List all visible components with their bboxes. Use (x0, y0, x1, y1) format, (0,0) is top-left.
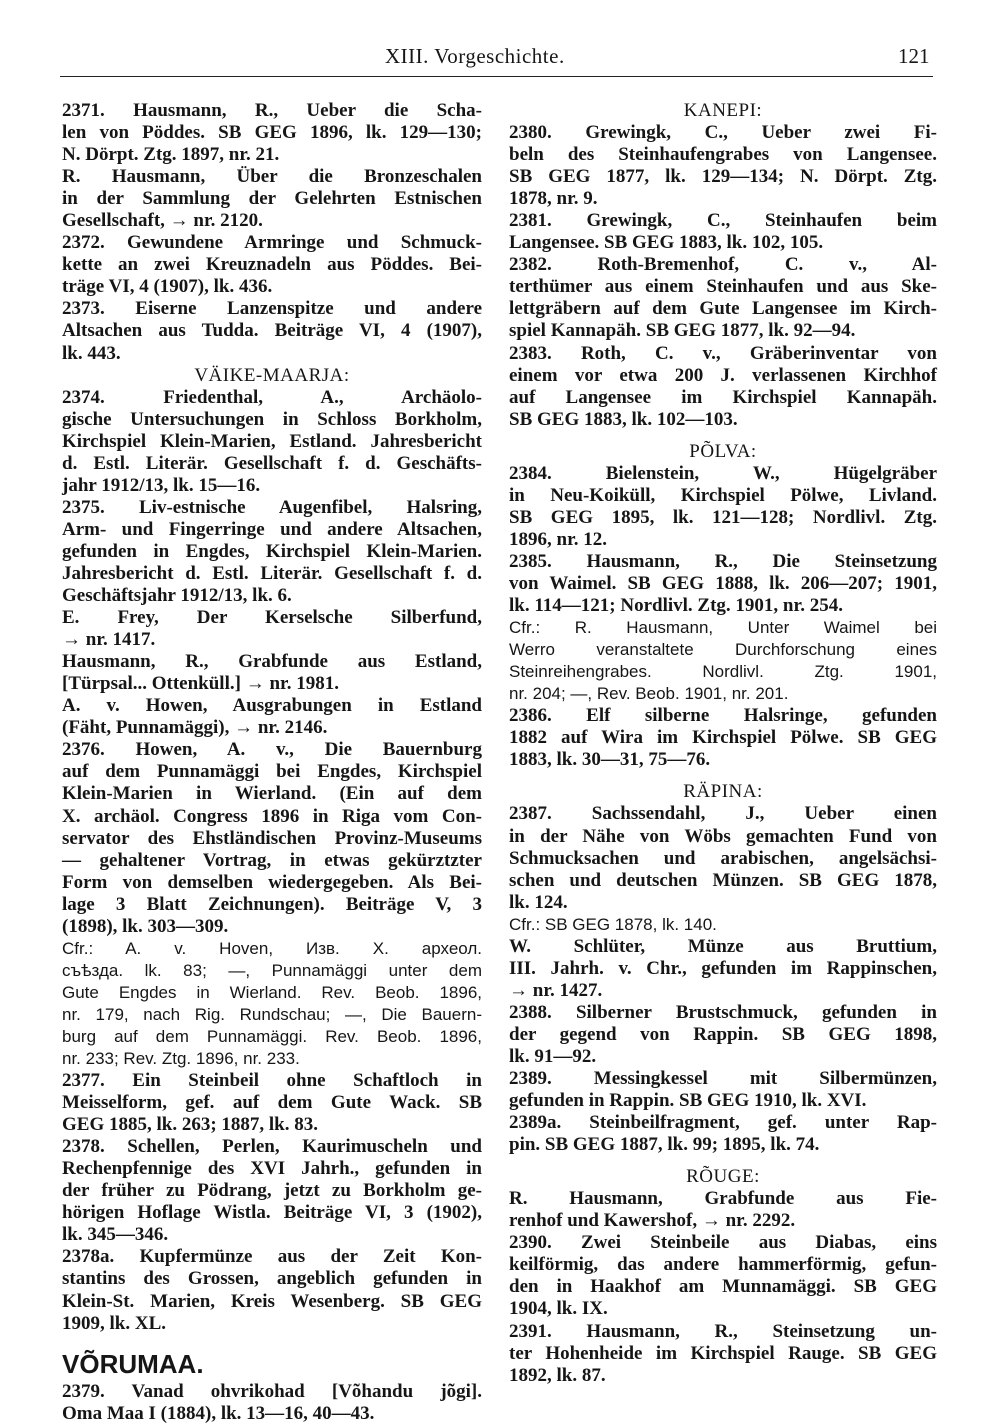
text-line: der gegend von Rappin. SB GEG 1898, (509, 1023, 937, 1045)
text-line: Kirchspiel Klein-Marien, Estland. Jahresbericht (62, 430, 482, 452)
text-line: träge VI, 4 (1907), lk. 436. (62, 276, 273, 298)
text-line: schen und deutschen Münzen. SB GEG 1878, (509, 869, 937, 891)
text-line: 1882 auf Wira im Kirchspiel Pölwe. SB GEG (509, 727, 937, 749)
right-column (509, 100, 937, 1387)
text-line: hörigen Hoflage Wistla. Beiträge VI, 3 (1902), (62, 1202, 482, 1224)
spacer (509, 771, 937, 781)
text-line: 2376. Howen, A. v., Die Bauernburg (62, 739, 482, 761)
text-line: in der Sammlung der Gelehrten Estnischen (62, 188, 482, 210)
citation-line: burg auf dem Punnamäggi. Rev. Beob. 1896, (62, 1026, 482, 1046)
text-line: der früher zu Pödrang, jetzt zu Borkholm ge- (62, 1180, 482, 1202)
text-line: SB GEG 1895, lk. 121—128; Nordlivl. Ztg. (509, 506, 937, 528)
text-line: GEG 1885, lk. 263; 1887, lk. 83. (62, 1114, 318, 1136)
spacer (509, 431, 937, 441)
left-column (62, 100, 482, 1425)
citation-line: nr. 179, nach Rig. Rundschau; —, Die Bauern- (62, 1004, 482, 1024)
text-line: 2385. Hausmann, R., Die Steinsetzung (509, 550, 937, 572)
text-line: lk. 345—346. (62, 1224, 169, 1246)
text-line: 2389. Messingkessel mit Silbermünzen, (509, 1068, 937, 1090)
text-line: 2378. Schellen, Perlen, Kaurimuscheln und (62, 1136, 482, 1158)
citation-line: Gute Engdes in Wierland. Rev. Beob. 1896, (62, 982, 482, 1002)
text-line: W. Schlüter, Münze aus Bruttium, (509, 935, 937, 957)
text-line: 2389a. Steinbeilfragment, gef. unter Rap- (509, 1112, 937, 1134)
text-line: 2373. Eiserne Lanzenspitze und andere (62, 298, 482, 320)
text-line: terthümer aus einem Steinhaufen und aus Ske- (509, 276, 937, 298)
text-line: 2381. Grewingk, C., Steinhaufen beim (509, 210, 937, 232)
text-line: 2378a. Kupfermünze aus der Zeit Kon- (62, 1246, 482, 1268)
text-line: Klein-Marien in Wierland. (Ein auf dem (62, 783, 482, 805)
text-line: kette an zwei Kreuznadeln aus Pöddes. Bei- (62, 254, 482, 276)
text-line: Oma Maa I (1884), lk. 13—16, 40—43. (62, 1402, 375, 1424)
text-line: von Waimel. SB GEG 1888, lk. 206—207; 1901, (509, 572, 937, 594)
section-heading: PÕLVA: (689, 440, 757, 462)
text-line: lage 3 Blatt Zeichnungen). Beiträge V, 3 (62, 893, 482, 915)
text-line: 2372. Gewundene Armringe und Schmuck- (62, 232, 482, 254)
text-line: [Türpsal... Ottenküll.] → nr. 1981. (62, 673, 339, 695)
text-line: — gehaltener Vortrag, in etwas gekürztzter (62, 849, 482, 871)
text-line: spiel Kannapäh. SB GEG 1877, lk. 92—94. (509, 320, 856, 342)
text-line: 1909, lk. XL. (62, 1312, 166, 1334)
text-line: gefunden in Engdes, Kirchspiel Klein-Marien. (62, 540, 482, 562)
section-heading: RÄPINA: (683, 781, 763, 803)
text-line: renhof und Kawershof, → nr. 2292. (509, 1210, 796, 1232)
spacer (509, 1156, 937, 1166)
text-line: A. v. Howen, Ausgrabungen in Estland (62, 695, 482, 717)
text-line: jahr 1912/13, lk. 15—16. (62, 474, 261, 496)
text-line: 2384. Bielenstein, W., Hügelgräber (509, 462, 937, 484)
section-heading: RÕUGE: (686, 1166, 760, 1188)
text-line: 2390. Zwei Steinbeile aus Diabas, eins (509, 1232, 937, 1254)
text-line: lk. 443. (62, 342, 121, 364)
text-line: lk. 124. (509, 891, 568, 913)
text-line: auf Langensee im Kirchspiel Kannapäh. (509, 386, 937, 408)
text-line: stantins des Grossen, angeblich gefunden in (62, 1268, 482, 1290)
text-line: Schmucksachen und arabischen, angelsächsi- (509, 847, 937, 869)
text-line: X. archäol. Congress 1896 in Riga vom Con- (62, 805, 482, 827)
text-line: Gesellschaft, → nr. 2120. (62, 210, 263, 232)
text-line: 2383. Roth, C. v., Gräberinventar von (509, 342, 937, 364)
text-line: 2380. Grewingk, C., Ueber zwei Fi- (509, 122, 937, 144)
text-line: Arm- und Fingerringe und andere Altsachen, (62, 518, 482, 540)
citation-line: nr. 204; —, Rev. Beob. 1901, nr. 201. (509, 684, 789, 704)
text-line: 2379. Vanad ohvrikohad [Võhandu jõgi]. (62, 1380, 482, 1402)
section-heading: VÄIKE-MAARJA: (194, 364, 350, 386)
text-line: 2386. Elf silberne Halsringe, gefunden (509, 705, 937, 727)
citation-line: Cfr.: R. Hausmann, Unter Waimel bei (509, 618, 937, 638)
text-line: len von Pöddes. SB GEG 1896, lk. 129—130; (62, 122, 482, 144)
citation-line: nr. 233; Rev. Ztg. 1896, nr. 233. (62, 1049, 300, 1069)
text-line: lettgräbern auf dem Gute Langensee im Kirch- (509, 298, 937, 320)
citation-line: съѣзда. lk. 83; —, Punnamäggi unter dem (62, 960, 482, 980)
text-line: 2374. Friedenthal, A., Archäolo- (62, 386, 482, 408)
citation-line: Cfr.: A. v. Hoven, Изв. X. археол. (62, 938, 482, 958)
text-line: einem vor etwa 200 J. verlassenen Kirchhof (509, 364, 937, 386)
text-line: → nr. 1427. (509, 979, 603, 1001)
text-line: keilförmig, das andere hammerförmig, gefun- (509, 1254, 937, 1276)
text-line: in der Nähe von Wöbs gemachten Fund von (509, 825, 937, 847)
text-line: Form von demselben wiedergegeben. Als Bei- (62, 871, 482, 893)
text-line: 1892, lk. 87. (509, 1364, 606, 1386)
page-number: 121 (898, 44, 930, 68)
citation-line: Werro veranstaltete Durchforschung eines (509, 640, 937, 660)
text-line: Geschäftsjahr 1912/13, lk. 6. (62, 585, 292, 607)
text-line: Hausmann, R., Grabfunde aus Estland, (62, 651, 482, 673)
citation-line: Steinreihengrabes. Nordlivl. Ztg. 1901, (509, 662, 937, 682)
text-line: lk. 91—92. (509, 1045, 597, 1067)
text-line: 2371. Hausmann, R., Ueber die Scha- (62, 100, 482, 121)
text-line: auf dem Punnamäggi bei Engdes, Kirchspiel (62, 761, 482, 783)
text-line: (Fäht, Punnamäggi), → nr. 2146. (62, 717, 328, 739)
text-line: 1896, nr. 12. (509, 528, 608, 550)
text-line: (1898), lk. 303—309. (62, 915, 229, 937)
text-line: 2387. Sachssendahl, J., Ueber einen (509, 803, 937, 825)
text-line: SB GEG 1883, lk. 102—103. (509, 408, 738, 430)
text-line: beln des Steinhaufengrabes von Langensee. (509, 144, 937, 166)
region-heading: VÕRUMAA. (62, 1348, 204, 1379)
text-line: → nr. 1417. (62, 629, 156, 651)
header-rule (60, 76, 933, 77)
section-heading: KANEPI: (683, 100, 763, 121)
text-line: 2377. Ein Steinbeil ohne Schaftloch in (62, 1070, 482, 1092)
text-line: Klein-St. Marien, Kreis Wesenberg. SB GEG (62, 1290, 482, 1312)
text-line: 1878, nr. 9. (509, 188, 598, 210)
text-line: in Neu-Koiküll, Kirchspiel Pölwe, Livland. (509, 484, 937, 506)
text-line: 2375. Liv-estnische Augenfibel, Halsring, (62, 496, 482, 518)
text-line: 2388. Silberner Brustschmuck, gefunden in (509, 1001, 937, 1023)
text-line: Meisselform, gef. auf dem Gute Wack. SB (62, 1092, 482, 1114)
text-line: III. Jahrh. v. Chr., gefunden im Rappinschen, (509, 957, 937, 979)
text-line: Rechenpfennige des XVI Jahrh., gefunden in (62, 1158, 482, 1180)
text-line: Jahresbericht d. Estl. Literär. Gesellschaft f. d. (62, 562, 482, 584)
text-line: 1904, lk. IX. (509, 1298, 608, 1320)
text-line: ter Hohenheide im Kirchspiel Rauge. SB GEG (509, 1342, 937, 1364)
text-line: pin. SB GEG 1887, lk. 99; 1895, lk. 74. (509, 1134, 820, 1156)
text-line: d. Estl. Literär. Gesellschaft f. d. Geschäfts- (62, 452, 482, 474)
text-line: N. Dörpt. Ztg. 1897, nr. 21. (62, 144, 280, 166)
text-line: 2391. Hausmann, R., Steinsetzung un- (509, 1320, 937, 1342)
running-header: XIII. Vorgeschichte. (385, 44, 565, 68)
text-line: 2382. Roth-Bremenhof, C. v., Al- (509, 254, 937, 276)
text-line: R. Hausmann, Grabfunde aus Fie- (509, 1188, 937, 1210)
text-line: E. Frey, Der Kerselsche Silberfund, (62, 607, 482, 629)
text-line: Langensee. SB GEG 1883, lk. 102, 105. (509, 232, 824, 254)
text-line: 1883, lk. 30—31, 75—76. (509, 749, 711, 771)
text-line: servator des Ehstländischen Provinz-Museums (62, 827, 482, 849)
text-line: SB GEG 1877, lk. 129—134; N. Dörpt. Ztg. (509, 166, 937, 188)
text-line: lk. 114—121; Nordlivl. Ztg. 1901, nr. 254. (509, 595, 843, 617)
text-line: R. Hausmann, Über die Bronzeschalen (62, 166, 482, 188)
text-line: gische Untersuchungen in Schloss Borkholm, (62, 408, 482, 430)
citation-line: Cfr.: SB GEG 1878, lk. 140. (509, 914, 717, 934)
text-line: gefunden in Rappin. SB GEG 1910, lk. XVI. (509, 1090, 867, 1112)
text-line: Altsachen aus Tudda. Beiträge VI, 4 (1907), (62, 320, 482, 342)
text-line: den in Haakhof am Munnamäggi. SB GEG (509, 1276, 937, 1298)
